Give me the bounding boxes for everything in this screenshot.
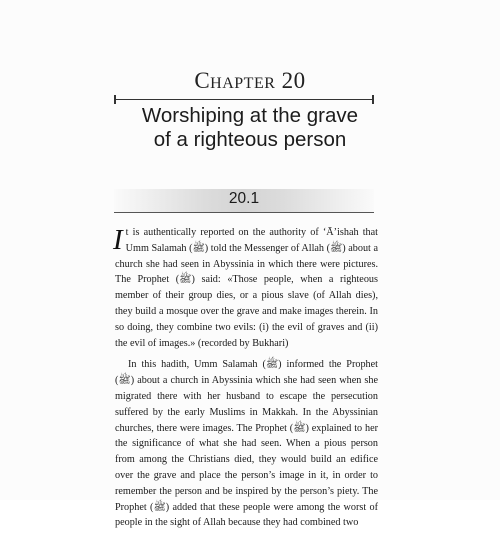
chapter-word: Chapter — [194, 68, 276, 93]
chapter-number: 20 — [281, 68, 306, 93]
paragraph-1 — [115, 225, 378, 351]
chapter-title-line-2: of a righteous person — [153, 128, 347, 151]
chapter-heading — [0, 68, 500, 94]
drop-cap: I — [113, 224, 123, 256]
chapter-title — [0, 104, 500, 152]
section-header-bar — [114, 189, 374, 213]
paragraph-1-text: t is authentically reported on the authority of ‘Ā’ishah that Umm Salamah (ﷺ) told the Messenger of Allah (ﷺ) about a church she had seen in Abyssinia in which there were pictures. The Prophet (ﷺ) said: «Those people, when a righteous member of their group dies, or a pious slave (of Allah dies), they build a mosque over the grave and make images therein. In so doing, they combine two evils: (i) the evil of graves and (ii) the evil of images.» (recorded by Bukhari) — [115, 227, 378, 349]
body-text — [115, 225, 378, 537]
chapter-divider — [115, 99, 373, 100]
paragraph-2-text: In this hadith, Umm Salamah (ﷺ) informed the Prophet (ﷺ) about a church in Abyssinia which she had seen when she migrated there with her husband to escape the persecution suffered by the early Muslims in Makkah. In the Abyssinian churches, there were images. The Prophet (ﷺ) explained to her the significance of what she had seen. When a pious person from among the Christians died, they would build an edifice over the grave and place the person’s image in it, in order to remember the person and be inspired by the person’s piety. The Prophet (ﷺ) added that these people were among the worst of people in the sight of Allah because they had combined two — [115, 359, 379, 529]
chapter-title-line-1: Worshiping at the grave — [141, 104, 359, 127]
section-number: 20.1 — [228, 190, 260, 207]
paragraph-2 — [115, 357, 378, 531]
